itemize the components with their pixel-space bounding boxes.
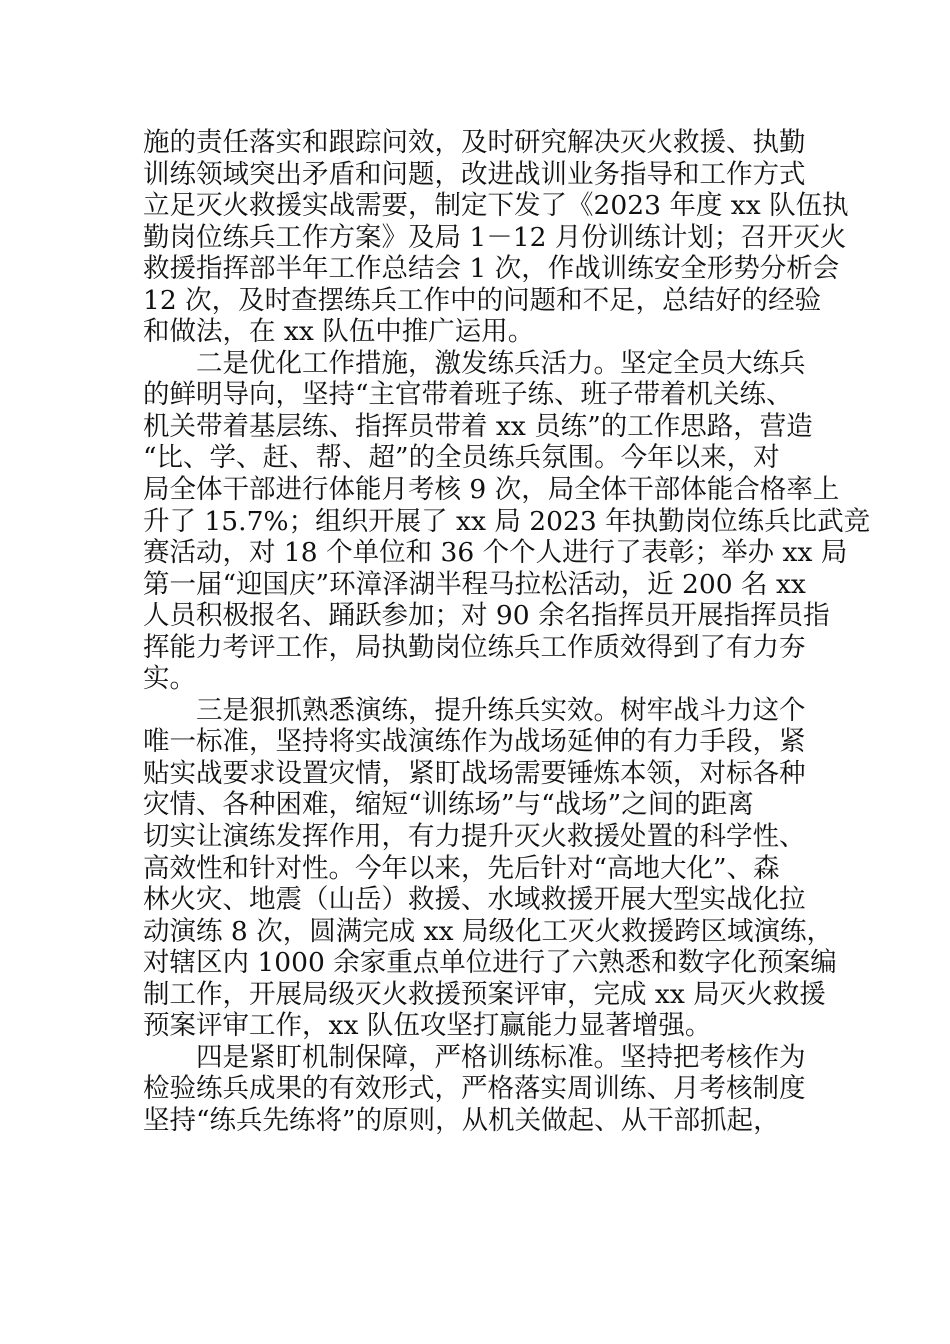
text-line: 唯一标准，坚持将实战演练作为战场延伸的有力手段，紧: [143, 726, 806, 758]
text-line: 赛活动，对 18 个单位和 36 个个人进行了表彰；举办 xx 局: [143, 537, 848, 569]
text-line: 高效性和针对性。今年以来，先后针对“高地大化”、森: [143, 852, 780, 884]
text-line: 立足灭火救援实战需要，制定下发了《2023 年度 xx 队伍执: [143, 190, 849, 222]
text-line: 四是紧盯机制保障，严格训练标准。坚持把考核作为: [196, 1041, 806, 1073]
text-line: 救援指挥部半年工作总结会 1 次，作战训练安全形势分析会: [143, 253, 840, 285]
text-line: 预案评审工作，xx 队伍攻坚打赢能力显著增强。: [143, 1010, 712, 1042]
text-line: 升了 15.7%；组织开展了 xx 局 2023 年执勤岗位练兵比武竞: [143, 505, 871, 537]
text-line: 检验练兵成果的有效形式，严格落实周训练、月考核制度: [143, 1073, 806, 1105]
text-line: 灾情、各种困难，缩短“训练场”与“战场”之间的距离: [143, 789, 754, 821]
text-line: 坚持“练兵先练将”的原则，从机关做起、从干部抓起，: [143, 1104, 780, 1136]
text-line: 制工作，开展局级灭火救援预案评审，完成 xx 局灭火救援: [143, 978, 826, 1010]
text-line: 12 次，及时查摆练兵工作中的问题和不足，总结好的经验: [143, 284, 822, 316]
text-line: 训练领域突出矛盾和问题，改进战训业务指导和工作方式: [143, 158, 806, 190]
text-line: 的鲜明导向，坚持“主官带着班子练、班子带着机关练、: [143, 379, 793, 411]
text-line: 局全体干部进行体能月考核 9 次，局全体干部体能合格率上: [143, 474, 840, 506]
text-line: 林火灾、地震（山岳）救援、水域救援开展大型实战化拉: [143, 884, 806, 916]
text-line: 实。: [143, 663, 196, 695]
document-body: [143, 127, 871, 1137]
text-line: 动演练 8 次，圆满完成 xx 局级化工灭火救援跨区域演练，: [143, 915, 833, 947]
text-line: 切实让演练发挥作用，有力提升灭火救援处置的科学性、: [143, 821, 806, 853]
text-line: 二是优化工作措施，激发练兵活力。坚定全员大练兵: [196, 347, 806, 379]
text-line: 三是狠抓熟悉演练，提升练兵实效。树牢战斗力这个: [196, 694, 806, 726]
text-line: “比、学、赶、帮、超”的全员练兵氛围。今年以来，对: [143, 442, 780, 474]
text-line: 第一届“迎国庆”环漳泽湖半程马拉松活动，近 200 名 xx: [143, 568, 806, 600]
text-line: 挥能力考评工作，局执勤岗位练兵工作质效得到了有力夯: [143, 631, 806, 663]
text-line: 勤岗位练兵工作方案》及局 1－12 月份训练计划；召开灭火: [143, 221, 847, 253]
text-line: 对辖区内 1000 余家重点单位进行了六熟悉和数字化预案编: [143, 947, 837, 979]
text-line: 和做法，在 xx 队伍中推广运用。: [143, 316, 535, 348]
text-line: 人员积极报名、踊跃参加；对 90 余名指挥员开展指挥员指: [143, 600, 830, 632]
text-line: 机关带着基层练、指挥员带着 xx 员练”的工作思路，营造: [143, 410, 813, 442]
text-line: 施的责任落实和跟踪问效，及时研究解决灭火救援、执勤: [143, 127, 806, 158]
text-line: 贴实战要求设置灾情，紧盯战场需要锤炼本领，对标各种: [143, 757, 806, 789]
